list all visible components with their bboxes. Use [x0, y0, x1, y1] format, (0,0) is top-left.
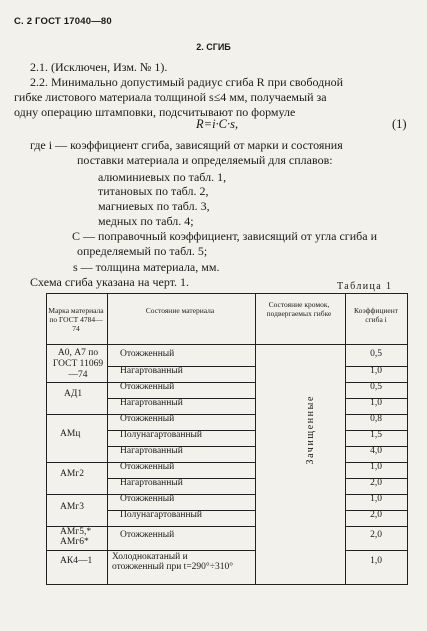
grade-cell: АМц: [60, 429, 81, 439]
coef-cell: 1,0: [370, 398, 382, 408]
c-coefficient-line1: C — поправочный коэффициент, зависящий от угла сгиба и: [72, 229, 377, 243]
alloy-magnesium: магниевых по табл. 3,: [98, 199, 210, 213]
table-label: Таблица 1: [337, 281, 393, 292]
header-edges: Состояние кромок, подвергаемых гибке: [266, 300, 332, 318]
s-thickness-line: s — толщина материала, мм.: [73, 260, 220, 274]
row-divider: [345, 526, 407, 527]
state-cell: Нагартованный: [120, 446, 183, 456]
coef-cell: 0,5: [370, 382, 382, 392]
c-coefficient-line2: определяемый по табл. 5;: [77, 244, 208, 258]
state-cell: Отожженный: [120, 414, 175, 424]
grade-cell: АД1: [64, 389, 83, 399]
coef-cell: 1,0: [370, 462, 382, 472]
alloy-titanium: титановых по табл. 2,: [98, 184, 209, 198]
coef-cell: 2,0: [370, 478, 382, 488]
state-cell: Холоднокатаный и отожженный при t=290°÷310°: [112, 552, 233, 572]
where-line1: где i — коэффициент сгиба, зависящий от марки и состояния: [30, 138, 343, 152]
state-cell: Отожженный: [120, 530, 175, 540]
paragraph-2-2-line1: 2.2. Минимально допустимый радиус сгиба R при свободной: [30, 75, 344, 89]
scheme-reference: Схема сгиба указана на черт. 1.: [30, 275, 190, 289]
coef-cell: 2,0: [370, 510, 382, 520]
header-grade: Марка материала по ГОСТ 4784—74: [48, 306, 104, 333]
grade-cell: А0, А7 по ГОСТ 11069—74: [52, 348, 104, 380]
alloy-copper: медных по табл. 4;: [98, 214, 194, 228]
state-cell: Полунагартованный: [120, 510, 203, 520]
header-coef: Коэффициент сгиба i: [354, 306, 398, 324]
header-divider: [47, 344, 407, 345]
row-divider: [345, 550, 407, 551]
section-title: 2. СГИБ: [196, 42, 231, 52]
coef-cell: 0,5: [370, 349, 382, 359]
alloy-aluminum: алюминиевых по табл. 1,: [98, 170, 227, 184]
paragraph-2-1: 2.1. (Исключен, Изм. № 1).: [30, 60, 168, 74]
state-cell: Нагартованный: [120, 478, 183, 488]
col-divider: [345, 294, 346, 584]
grade-cell: АК4—1: [60, 556, 93, 566]
grade-cell: АМг3: [60, 502, 84, 512]
state-cell: Нагартованный: [120, 398, 183, 408]
grade-cell: АМг2: [60, 469, 84, 479]
coef-cell: 1,5: [370, 430, 382, 440]
where-line2: поставки материала и определяемый для сплавов:: [77, 153, 333, 167]
state-cell: Отожженный: [120, 494, 175, 504]
paragraph-2-2-line2: гибке листового материала толщиной s≤4 мм, получаемый за: [14, 90, 327, 104]
col-divider: [255, 294, 256, 584]
state-cell: Отожженный: [120, 382, 175, 392]
coef-cell: 0,8: [370, 414, 382, 424]
row-divider: [47, 550, 255, 551]
page-header: С. 2 ГОСТ 17040—80: [14, 16, 112, 27]
grade-cell: АМг5,* АМг6*: [60, 527, 92, 547]
formula: R=i·C·s,: [196, 117, 239, 131]
coef-cell: 1,0: [370, 556, 382, 566]
header-state: Состояние материала: [145, 306, 215, 315]
coef-cell: 1,0: [370, 494, 382, 504]
coef-cell: 1,0: [370, 366, 382, 376]
coef-cell: 4,0: [370, 446, 382, 456]
state-cell: Отожженный: [120, 462, 175, 472]
state-cell: Нагартованный: [120, 366, 183, 376]
col-divider: [107, 294, 108, 584]
paragraph-2-2-line3: одну операцию штамповки, подсчитывают по формуле: [14, 105, 296, 119]
state-cell: Отожженный: [120, 349, 175, 359]
edge-state-label: Зачищенные: [305, 395, 316, 465]
formula-number: (1): [392, 117, 407, 131]
coef-cell: 2,0: [370, 530, 382, 540]
state-cell: Полунагартованный: [120, 430, 203, 440]
